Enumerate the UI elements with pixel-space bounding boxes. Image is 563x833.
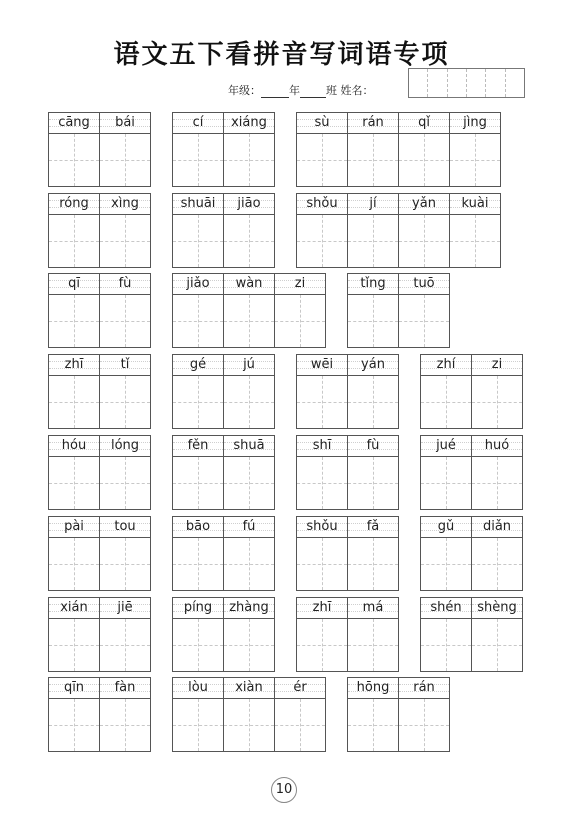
pinyin-label: rán: [348, 113, 398, 134]
word-group: [48, 112, 151, 187]
pinyin-label: diǎn: [472, 517, 522, 538]
word-group: [347, 677, 450, 752]
tianzige-writing-box[interactable]: [421, 619, 471, 671]
character-column: [49, 598, 100, 671]
character-column: [224, 355, 274, 428]
tianzige-writing-box[interactable]: [224, 457, 274, 509]
character-column: [348, 274, 399, 347]
tianzige-writing-box[interactable]: [472, 457, 522, 509]
character-column: [173, 274, 224, 347]
character-column: [100, 517, 150, 590]
character-column: [173, 678, 224, 751]
pinyin-label: jiǎo: [173, 274, 223, 295]
character-column: [348, 113, 399, 186]
word-group: [172, 677, 326, 752]
tianzige-writing-box[interactable]: [49, 134, 99, 186]
word-group: [48, 597, 151, 672]
pinyin-label: shuāi: [173, 194, 223, 215]
class-name-label: 班 姓名：: [326, 84, 374, 97]
pinyin-label: qǐ: [399, 113, 449, 134]
character-column: [224, 274, 275, 347]
pinyin-label: cí: [173, 113, 223, 134]
pinyin-label: shèng: [472, 598, 522, 619]
tianzige-writing-box[interactable]: [100, 457, 150, 509]
tianzige-writing-box[interactable]: [348, 699, 398, 751]
pinyin-label: xiáng: [224, 113, 274, 134]
character-column: [100, 274, 150, 347]
tianzige-writing-box[interactable]: [224, 538, 274, 590]
tianzige-writing-box[interactable]: [224, 295, 274, 347]
character-column: [348, 436, 398, 509]
pinyin-label: xiàn: [224, 678, 274, 699]
pinyin-label: róng: [49, 194, 99, 215]
tianzige-writing-box[interactable]: [297, 457, 347, 509]
pinyin-label: fàn: [100, 678, 150, 699]
pinyin-label: cāng: [49, 113, 99, 134]
tianzige-writing-box[interactable]: [224, 699, 274, 751]
character-column: [224, 194, 274, 267]
pinyin-label: shī: [297, 436, 347, 457]
character-column: [399, 194, 450, 267]
character-column: [100, 113, 150, 186]
character-column: [421, 517, 472, 590]
pinyin-label: má: [348, 598, 398, 619]
tianzige-writing-box[interactable]: [399, 295, 449, 347]
character-column: [399, 274, 449, 347]
pinyin-label: zi: [275, 274, 325, 295]
tianzige-writing-box[interactable]: [450, 134, 500, 186]
word-group: [296, 112, 501, 187]
tianzige-writing-box[interactable]: [348, 134, 398, 186]
tianzige-writing-box[interactable]: [224, 619, 274, 671]
pinyin-label: huó: [472, 436, 522, 457]
tianzige-writing-box[interactable]: [297, 376, 347, 428]
tianzige-writing-box[interactable]: [100, 699, 150, 751]
word-group: [420, 354, 523, 429]
pinyin-label: sù: [297, 113, 347, 134]
word-group: [420, 516, 523, 591]
page-number: 10: [271, 777, 297, 803]
word-group: [48, 273, 151, 348]
tianzige-writing-box[interactable]: [472, 619, 522, 671]
character-column: [173, 113, 224, 186]
tianzige-writing-box[interactable]: [173, 457, 223, 509]
pinyin-label: jué: [421, 436, 471, 457]
pinyin-label: yǎn: [399, 194, 449, 215]
character-column: [224, 113, 274, 186]
word-group: [172, 597, 275, 672]
tianzige-writing-box[interactable]: [297, 134, 347, 186]
word-group: [347, 273, 450, 348]
character-column: [49, 678, 100, 751]
tianzige-writing-box[interactable]: [348, 215, 398, 267]
tianzige-writing-box[interactable]: [49, 457, 99, 509]
pinyin-label: wēi: [297, 355, 347, 376]
pinyin-label: bāo: [173, 517, 223, 538]
pinyin-label: píng: [173, 598, 223, 619]
character-column: [224, 436, 274, 509]
pinyin-label: zhī: [297, 598, 347, 619]
tianzige-writing-box[interactable]: [224, 376, 274, 428]
tianzige-writing-box[interactable]: [173, 699, 223, 751]
tianzige-writing-box[interactable]: [173, 376, 223, 428]
character-column: [49, 113, 100, 186]
pinyin-label: lóng: [100, 436, 150, 457]
pinyin-label: zhí: [421, 355, 471, 376]
pinyin-label: hōng: [348, 678, 398, 699]
character-column: [297, 436, 348, 509]
character-column: [297, 598, 348, 671]
character-column: [49, 517, 100, 590]
tianzige-writing-box[interactable]: [348, 457, 398, 509]
tianzige-writing-box[interactable]: [472, 376, 522, 428]
pinyin-label: jiāo: [224, 194, 274, 215]
character-column: [297, 517, 348, 590]
pinyin-label: zi: [472, 355, 522, 376]
character-column: [421, 598, 472, 671]
pinyin-label: jiē: [100, 598, 150, 619]
character-column: [173, 194, 224, 267]
pinyin-label: qīn: [49, 678, 99, 699]
pinyin-label: tuō: [399, 274, 449, 295]
tianzige-writing-box[interactable]: [348, 295, 398, 347]
grade-label: 年级：: [228, 84, 261, 97]
character-column: [100, 355, 150, 428]
word-group: [48, 516, 151, 591]
character-column: [472, 598, 522, 671]
class-blank[interactable]: [300, 87, 326, 98]
pinyin-label: pài: [49, 517, 99, 538]
tianzige-writing-box[interactable]: [348, 538, 398, 590]
pinyin-label: xián: [49, 598, 99, 619]
word-group: [296, 597, 399, 672]
tianzige-writing-box[interactable]: [49, 538, 99, 590]
pinyin-label: fǎ: [348, 517, 398, 538]
pinyin-label: gé: [173, 355, 223, 376]
character-column: [224, 517, 274, 590]
tianzige-writing-box[interactable]: [173, 619, 223, 671]
word-group: [296, 516, 399, 591]
pinyin-label: lòu: [173, 678, 223, 699]
character-column: [421, 355, 472, 428]
tianzige-writing-box[interactable]: [173, 215, 223, 267]
pinyin-label: gǔ: [421, 517, 471, 538]
tianzige-writing-box[interactable]: [49, 215, 99, 267]
grade-blank[interactable]: [261, 87, 289, 98]
character-column: [472, 355, 522, 428]
tianzige-writing-box[interactable]: [421, 376, 471, 428]
character-column: [100, 678, 150, 751]
character-column: [275, 678, 325, 751]
year-label: 年: [289, 84, 300, 97]
pinyin-label: xìng: [100, 194, 150, 215]
character-column: [173, 598, 224, 671]
pinyin-label: zhàng: [224, 598, 274, 619]
name-boxes[interactable]: [408, 68, 525, 98]
tianzige-writing-box[interactable]: [49, 295, 99, 347]
character-column: [297, 113, 348, 186]
pinyin-label: tǐng: [348, 274, 398, 295]
character-column: [100, 598, 150, 671]
character-column: [399, 678, 449, 751]
character-column: [450, 194, 500, 267]
pinyin-label: jí: [348, 194, 398, 215]
word-group: [48, 677, 151, 752]
pinyin-label: ér: [275, 678, 325, 699]
pinyin-label: kuài: [450, 194, 500, 215]
word-group: [172, 112, 275, 187]
word-group: [48, 354, 151, 429]
pinyin-label: shuā: [224, 436, 274, 457]
tianzige-writing-box[interactable]: [224, 134, 274, 186]
tianzige-writing-box[interactable]: [399, 699, 449, 751]
tianzige-writing-box[interactable]: [297, 538, 347, 590]
character-column: [297, 194, 348, 267]
tianzige-writing-box[interactable]: [297, 619, 347, 671]
tianzige-writing-box[interactable]: [399, 134, 449, 186]
character-column: [348, 517, 398, 590]
character-column: [399, 113, 450, 186]
character-column: [348, 355, 398, 428]
word-group: [48, 435, 151, 510]
pinyin-label: tǐ: [100, 355, 150, 376]
pinyin-label: fù: [348, 436, 398, 457]
word-group: [296, 435, 399, 510]
tianzige-writing-box[interactable]: [297, 215, 347, 267]
tianzige-writing-box[interactable]: [224, 215, 274, 267]
pinyin-label: bái: [100, 113, 150, 134]
word-group: [48, 193, 151, 268]
tianzige-writing-box[interactable]: [100, 215, 150, 267]
character-column: [472, 517, 522, 590]
pinyin-label: rán: [399, 678, 449, 699]
pinyin-label: qī: [49, 274, 99, 295]
pinyin-label: fù: [100, 274, 150, 295]
pinyin-label: wàn: [224, 274, 274, 295]
pinyin-label: jú: [224, 355, 274, 376]
word-group: [420, 597, 523, 672]
character-column: [173, 355, 224, 428]
tianzige-writing-box[interactable]: [348, 376, 398, 428]
pinyin-label: shǒu: [297, 517, 347, 538]
character-column: [173, 436, 224, 509]
pinyin-label: jìng: [450, 113, 500, 134]
word-group: [296, 193, 501, 268]
character-column: [348, 194, 399, 267]
tianzige-writing-box[interactable]: [173, 134, 223, 186]
tianzige-writing-box[interactable]: [100, 538, 150, 590]
tianzige-writing-box[interactable]: [450, 215, 500, 267]
tianzige-writing-box[interactable]: [275, 295, 325, 347]
word-group: [172, 354, 275, 429]
character-column: [49, 194, 100, 267]
student-info: [228, 82, 374, 98]
character-column: [49, 355, 100, 428]
word-group: [172, 273, 326, 348]
tianzige-writing-box[interactable]: [100, 295, 150, 347]
pinyin-label: hóu: [49, 436, 99, 457]
pinyin-label: yán: [348, 355, 398, 376]
tianzige-writing-box[interactable]: [421, 538, 471, 590]
character-column: [173, 517, 224, 590]
character-column: [297, 355, 348, 428]
tianzige-writing-box[interactable]: [100, 134, 150, 186]
tianzige-writing-box[interactable]: [100, 376, 150, 428]
tianzige-writing-box[interactable]: [399, 215, 449, 267]
word-group: [172, 193, 275, 268]
tianzige-writing-box[interactable]: [275, 699, 325, 751]
word-group: [172, 435, 275, 510]
tianzige-writing-box[interactable]: [49, 619, 99, 671]
character-column: [224, 678, 275, 751]
pinyin-label: shǒu: [297, 194, 347, 215]
character-column: [472, 436, 522, 509]
tianzige-writing-box[interactable]: [49, 699, 99, 751]
tianzige-writing-box[interactable]: [472, 538, 522, 590]
character-column: [100, 194, 150, 267]
character-column: [421, 436, 472, 509]
tianzige-writing-box[interactable]: [173, 295, 223, 347]
tianzige-writing-box[interactable]: [100, 619, 150, 671]
tianzige-writing-box[interactable]: [173, 538, 223, 590]
character-column: [348, 678, 399, 751]
pinyin-label: fěn: [173, 436, 223, 457]
character-column: [275, 274, 325, 347]
tianzige-writing-box[interactable]: [49, 376, 99, 428]
character-column: [100, 436, 150, 509]
tianzige-writing-box[interactable]: [348, 619, 398, 671]
tianzige-writing-box[interactable]: [421, 457, 471, 509]
pinyin-label: zhī: [49, 355, 99, 376]
character-column: [450, 113, 500, 186]
pinyin-label: fú: [224, 517, 274, 538]
character-column: [348, 598, 398, 671]
character-column: [49, 436, 100, 509]
pinyin-label: shén: [421, 598, 471, 619]
page-title: 语文五下看拼音写词语专项: [113, 40, 450, 70]
word-group: [296, 354, 399, 429]
word-group: [420, 435, 523, 510]
pinyin-label: tou: [100, 517, 150, 538]
character-column: [49, 274, 100, 347]
character-column: [224, 598, 274, 671]
word-group: [172, 516, 275, 591]
